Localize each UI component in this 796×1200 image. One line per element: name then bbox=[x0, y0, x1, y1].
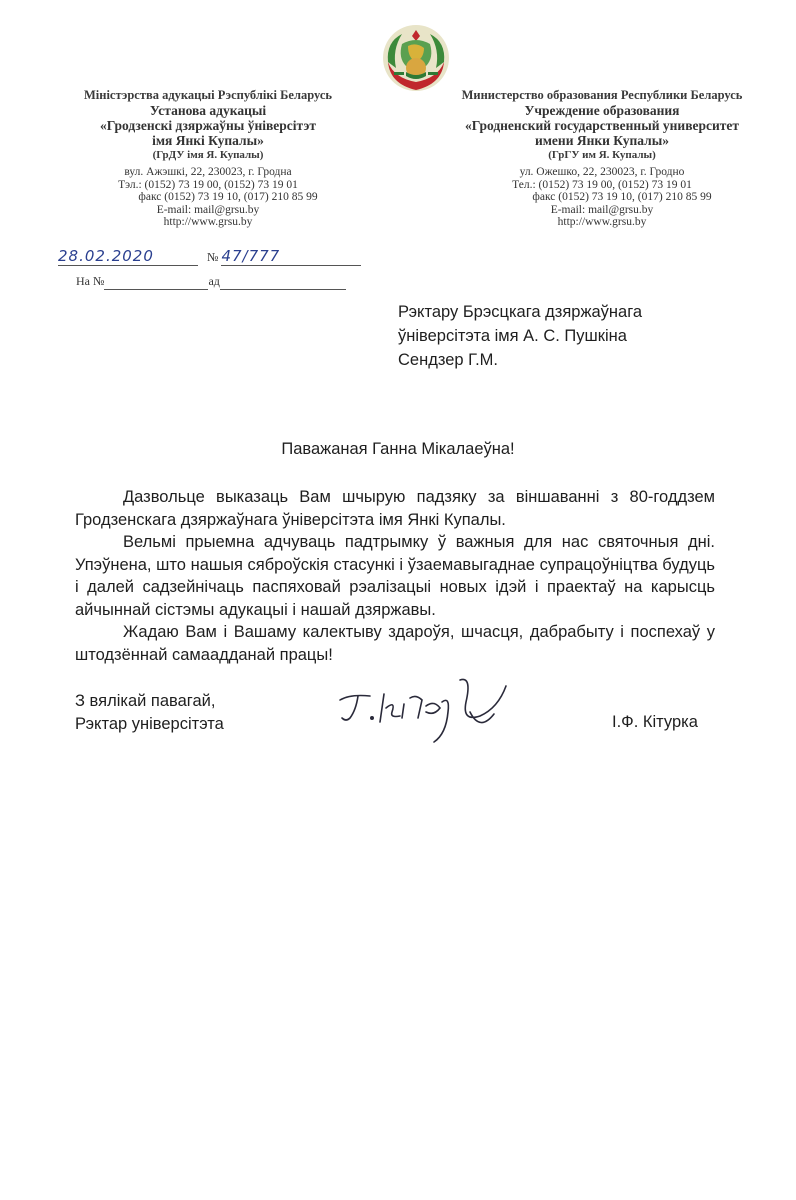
registration-date: 28.02.2020 bbox=[58, 247, 198, 266]
registration-number-label: № bbox=[207, 250, 219, 264]
contacts-left-address: вул. Ажэшкі, 22, 230023, г. Гродна bbox=[124, 166, 292, 178]
header-left-ministry: Міністэрства адукацыі Рэспублікі Беларусь bbox=[83, 88, 333, 102]
reference-date-field bbox=[220, 274, 346, 290]
recipient-line3: Сендзер Г.М. bbox=[398, 351, 498, 369]
header-right-name-line2: имени Янки Купалы» bbox=[534, 132, 670, 148]
contacts-right-phone: Тел.: (0152) 73 19 00, (0152) 73 19 01 bbox=[512, 178, 692, 191]
body-paragraph-2: Вельмі прыемна адчуваць падтрымку ў важныя для нас святочныя дні. Упэўнена, што нашыя сяброўскія стасункі і ўзаемавыгаднае супрацоўніцтва будуць і далей садзейнічаць паспяховай рэалізацыі новых ідэй і праектаў на карысць айчыннай сістэмы адукацыі і нашай дзяржавы. bbox=[75, 533, 715, 619]
contacts-right-email: E-mail: mail@grsu.by bbox=[550, 203, 654, 216]
recipient-line2: ўніверсітэта імя А. С. Пушкіна bbox=[398, 327, 627, 345]
signer-name: І.Ф. Кітурка bbox=[612, 713, 698, 731]
body-paragraph-3: Жадаю Вам і Вашаму калектыву здароўя, шчасця, дабрабыту і поспехаў у штодзённай самаадданай працы! bbox=[75, 623, 715, 664]
closing-line2: Рэктар універсітэта bbox=[75, 714, 224, 733]
header-left-institution-type: Установа адукацыі bbox=[149, 102, 267, 118]
contacts-left-web: http://www.grsu.by bbox=[163, 216, 253, 228]
registration-block bbox=[58, 247, 361, 290]
closing-line1: З вялікай павагай, bbox=[75, 692, 216, 710]
contacts-left-email: E-mail: mail@grsu.by bbox=[156, 203, 260, 216]
reference-number-field bbox=[104, 274, 208, 290]
reference-label: На № bbox=[76, 274, 105, 288]
header-left bbox=[58, 88, 358, 162]
belarus-state-emblem-icon bbox=[380, 22, 452, 94]
registration-number: 47/777 bbox=[221, 247, 361, 266]
recipient-block bbox=[398, 300, 642, 372]
recipient-line1: Рэктару Брэсцкага дзяржаўнага bbox=[398, 303, 643, 321]
handwritten-signature-icon bbox=[330, 672, 530, 752]
closing-block bbox=[75, 690, 224, 735]
header-left-abbr: (ГрДУ імя Я. Купалы) bbox=[152, 148, 264, 161]
reference-from-label: ад bbox=[208, 274, 220, 288]
header-left-name-line2: імя Янкі Купалы» bbox=[152, 132, 264, 148]
header-right-ministry: Министерство образования Республики Беларусь bbox=[461, 88, 743, 102]
header-right bbox=[452, 88, 752, 162]
letter-body bbox=[75, 486, 715, 666]
contacts-right bbox=[452, 166, 752, 229]
contacts-right-fax: факс (0152) 73 19 10, (017) 210 85 99 bbox=[532, 191, 712, 203]
contacts-left bbox=[58, 166, 358, 229]
header-right-institution-type: Учреждение образования bbox=[524, 102, 680, 118]
header-right-abbr: (ГрГУ им Я. Купалы) bbox=[548, 148, 656, 161]
contacts-right-web: http://www.grsu.by bbox=[557, 216, 647, 228]
contacts-left-phone: Тэл.: (0152) 73 19 00, (0152) 73 19 01 bbox=[118, 178, 298, 191]
salutation: Паважаная Ганна Мікалаеўна! bbox=[281, 440, 515, 458]
header-right-name-line1: «Гродненский государственный университет bbox=[464, 117, 740, 133]
body-paragraph-1: Дазвольце выказаць Вам шчырую падзяку за віншаванні з 80-годдзем Гродзенскага дзяржаўнага ўніверсітэта імя Янкі Купалы. bbox=[75, 488, 715, 529]
contacts-left-fax: факс (0152) 73 19 10, (017) 210 85 99 bbox=[138, 191, 318, 203]
header-left-name-line1: «Гродзенскі дзяржаўны ўніверсітэт bbox=[100, 117, 316, 133]
contacts-right-address: ул. Ожешко, 22, 230023, г. Гродно bbox=[519, 166, 685, 178]
